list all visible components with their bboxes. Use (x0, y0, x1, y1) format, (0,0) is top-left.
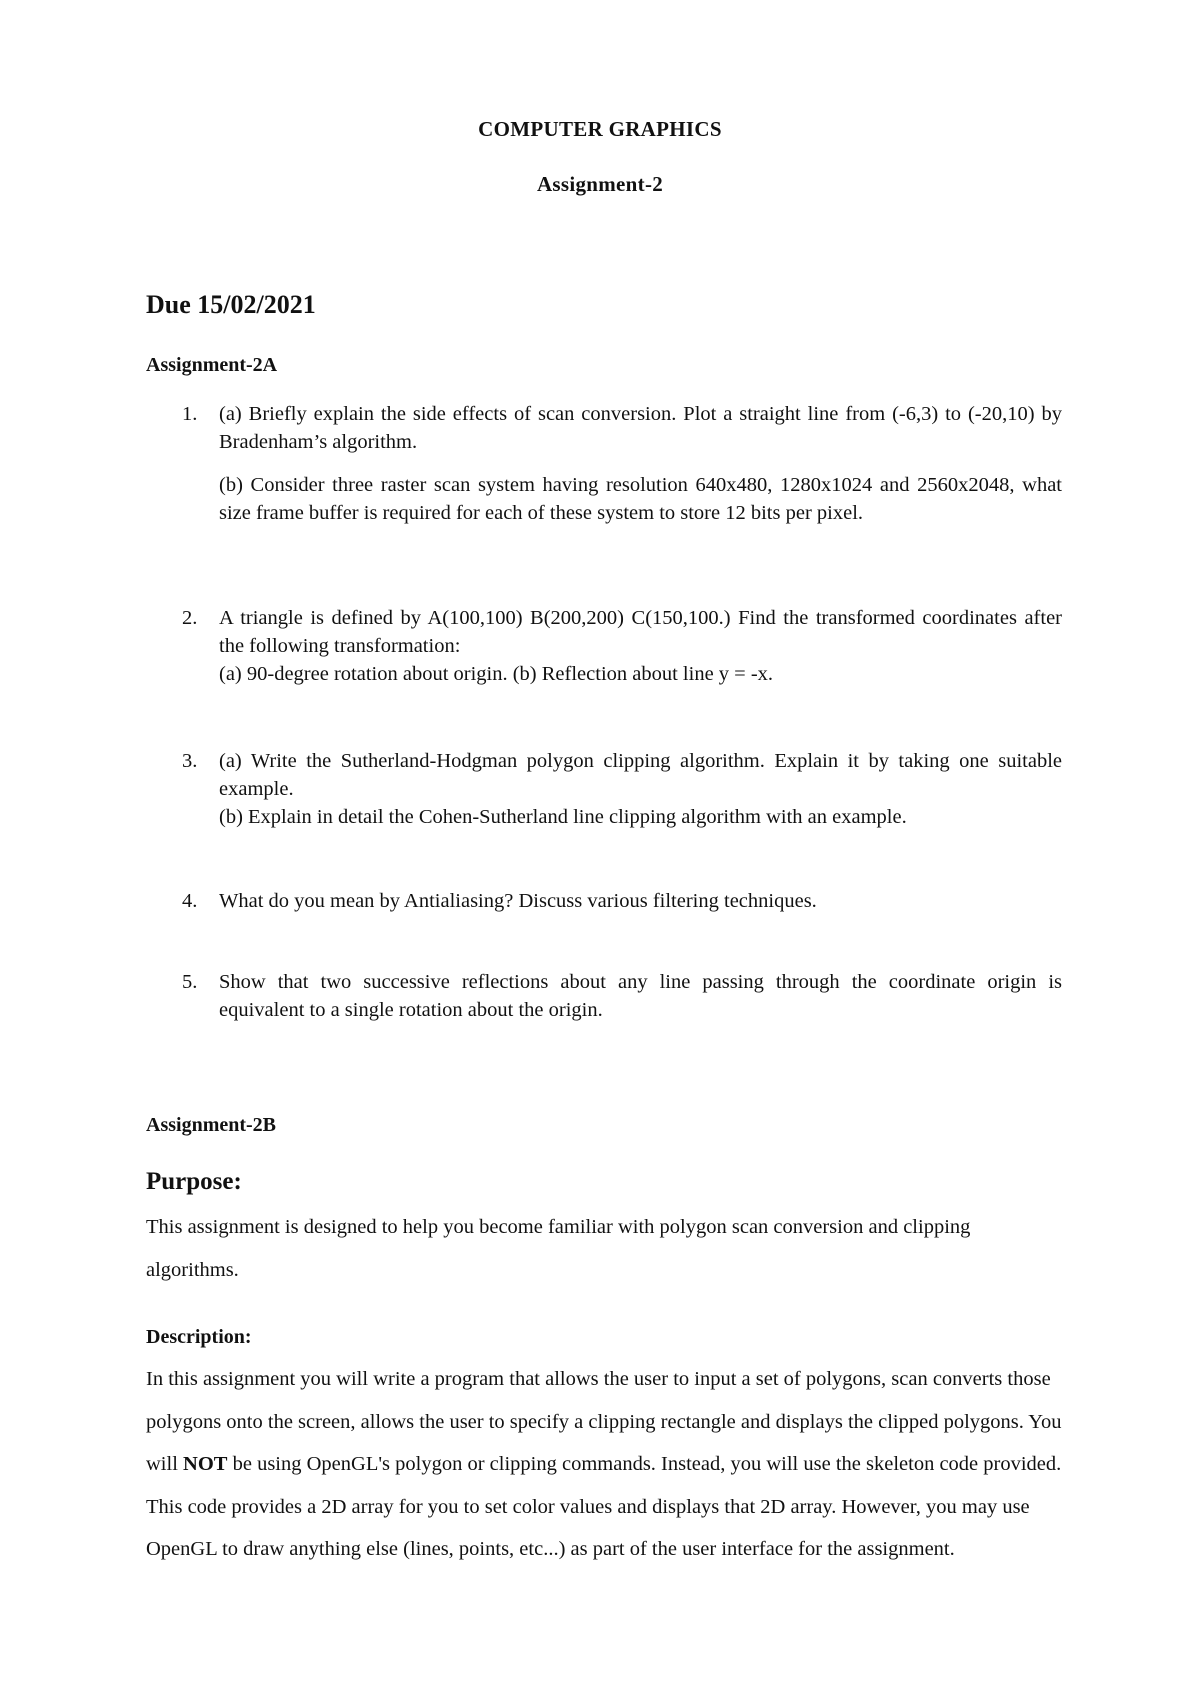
description-text: In this assignment you will write a program that allows the user to input a set of polygons, scan converts those polygons onto the screen, allows the user to specify a clipping rectangle and displays the clipped polygons. You will (146, 1368, 1062, 1475)
question-text: A triangle is defined by A(100,100) B(200,200) C(150,100.) Find the transformed coordinates after the following transformation: (219, 607, 1062, 657)
description-paragraph (146, 1358, 1062, 1571)
question-number: 2. (182, 607, 198, 629)
question-4 (146, 887, 1062, 915)
course-title: COMPUTER GRAPHICS (478, 117, 722, 141)
question-5 (146, 968, 1062, 1024)
question-number: 5. (182, 971, 198, 993)
question-1 (146, 400, 1062, 527)
part-a-heading: Assignment-2A (146, 354, 278, 376)
assignment-title: Assignment-2 (536, 172, 664, 196)
question-text: (a) Write the Sutherland-Hodgman polygon clipping algorithm. Explain it by taking one suitable example. (219, 750, 1062, 800)
description-emphasis: NOT (183, 1453, 228, 1475)
purpose-paragraph: This assignment is designed to help you become familiar with polygon scan conversion and clipping algorithms. (146, 1216, 971, 1281)
purpose-heading: Purpose: (146, 1168, 242, 1195)
question-number: 3. (182, 750, 198, 772)
question-number: 1. (182, 403, 198, 425)
question-text: (b) Explain in detail the Cohen-Sutherland line clipping algorithm with an example. (219, 806, 907, 828)
question-text: (a) Briefly explain the side effects of scan conversion. Plot a straight line from (-6,3) to (-20,10) by Bradenham’s algorithm. (219, 403, 1062, 453)
description-text: be using OpenGL's polygon or clipping commands. Instead, you will use the skeleton code provided. This code provides a 2D array for you to set color values and displays that 2D array. However, you may use OpenGL to draw anything else (lines, points, etc...) as part of the user interface for the assignment. (146, 1453, 1062, 1560)
question-number: 4. (182, 890, 198, 912)
question-3 (146, 747, 1062, 831)
question-2 (146, 604, 1062, 688)
question-text: What do you mean by Antialiasing? Discuss various filtering techniques. (219, 890, 817, 912)
part-b-heading: Assignment-2B (146, 1114, 277, 1136)
question-text: (a) 90-degree rotation about origin. (b) Reflection about line y = -x. (219, 663, 774, 685)
due-date-heading: Due 15/02/2021 (146, 290, 316, 319)
question-text: Show that two successive reflections about any line passing through the coordinate origin is equivalent to a single rotation about the origin. (219, 971, 1062, 1021)
description-heading: Description: (146, 1326, 252, 1348)
question-text: (b) Consider three raster scan system having resolution 640x480, 1280x1024 and 2560x2048, what size frame buffer is required for each of these system to store 12 bits per pixel. (219, 474, 1062, 524)
